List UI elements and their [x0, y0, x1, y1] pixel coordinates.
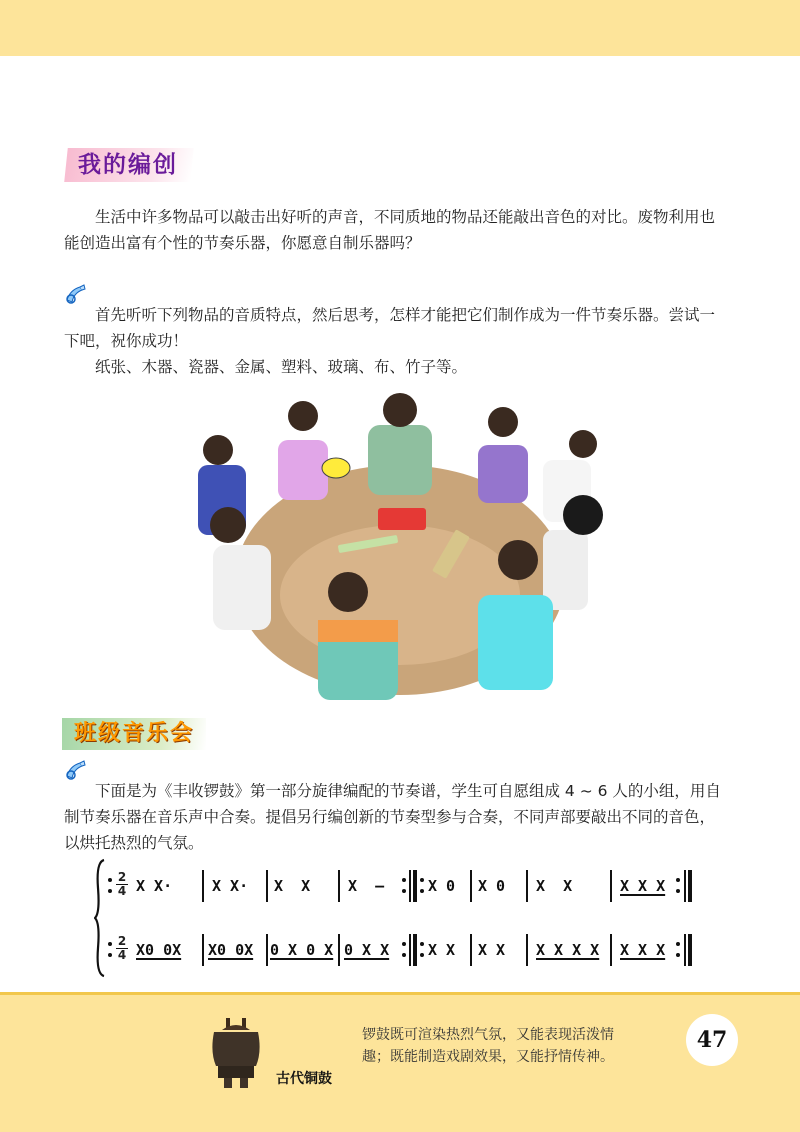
barline: [610, 934, 612, 966]
barline: [409, 870, 411, 902]
measure: X X X: [620, 941, 666, 959]
barline: [266, 934, 268, 966]
repeat-start: [108, 878, 112, 894]
measure: X X X: [620, 877, 666, 895]
measure: X –: [348, 877, 385, 895]
measure: 0 X 0 X: [270, 941, 334, 959]
barline: [202, 870, 204, 902]
time-signature: 2 4: [117, 934, 127, 962]
repeat-end: [402, 942, 406, 958]
students-playing-photo: [188, 380, 612, 710]
barline: [684, 870, 686, 902]
barline-thick: [413, 870, 417, 902]
repeat-start: [108, 942, 112, 958]
barline: [409, 934, 411, 966]
student-figure: [368, 393, 432, 495]
drum-caption: 古代铜鼓: [276, 1071, 332, 1087]
page-number: 47: [686, 1014, 738, 1066]
measure: X 0: [428, 877, 456, 895]
intro-paragraph: 生活中许多物品可以敲击出好听的声音，不同质地的物品还能敲出音色的对比。废物利用也能创造出富有个性的节奏乐器，你愿意自制乐器吗？: [64, 207, 716, 252]
barline: [470, 870, 472, 902]
section-title-my-creation: 我的编创: [64, 148, 194, 182]
barline-thick: [413, 934, 417, 966]
barline: [266, 870, 268, 902]
rhythm-row-1: [106, 866, 696, 906]
barline: [526, 934, 528, 966]
task-paragraph: 首先听听下列物品的音质特点，然后思考，怎样才能把它们制作成为一件节奏乐器。尝试一下吧，祝你成功！: [64, 305, 716, 350]
measure: X 0: [478, 877, 506, 895]
header-band: [0, 0, 800, 56]
concert-task-paragraph: 下面是为《丰收锣鼓》第一部分旋律编配的节奏谱，学生可自愿组成 4 ~ 6 人的小组，用自制节奏乐器在音乐声中合奏。提倡另行编创新的节奏型参与合奏，不同声部要敲出不同的音色，以烘托热烈的气氛。: [64, 781, 721, 852]
barline: [526, 870, 528, 902]
barline: [610, 870, 612, 902]
measure: X X: [478, 941, 506, 959]
repeat-start: [420, 878, 424, 894]
measure: X X·: [136, 877, 173, 895]
measure: X0 0X: [136, 941, 182, 959]
measure: X X: [428, 941, 456, 959]
section-title-class-concert: 班级音乐会: [62, 718, 206, 750]
measure: X X X X: [536, 941, 600, 959]
repeat-end: [676, 878, 680, 894]
barline: [684, 934, 686, 966]
barline: [338, 934, 340, 966]
measure: X0 0X: [208, 941, 254, 959]
bronze-drum-icon: [208, 1018, 264, 1088]
measure: X X·: [212, 877, 249, 895]
repeat-start: [420, 942, 424, 958]
score-brace: [94, 858, 106, 978]
barline: [202, 934, 204, 966]
measure: X X: [274, 877, 311, 895]
repeat-end: [676, 942, 680, 958]
rhythm-score: [94, 858, 698, 978]
barline-thick: [688, 870, 692, 902]
rhythm-row-2: [106, 930, 696, 970]
side-note: 锣鼓既可渲染热烈气氛，又能表现活泼情趣；既能制造戏剧效果，又能抒情传神。: [362, 1027, 614, 1065]
time-signature: 2 4: [117, 870, 127, 898]
barline-thick: [688, 934, 692, 966]
barline: [338, 870, 340, 902]
repeat-end: [402, 878, 406, 894]
barline: [470, 934, 472, 966]
measure: 0 X X: [344, 941, 390, 959]
materials-paragraph: 纸张、木器、瓷器、金属、塑料、玻璃、布、竹子等。: [95, 357, 468, 376]
measure: X X: [536, 877, 573, 895]
